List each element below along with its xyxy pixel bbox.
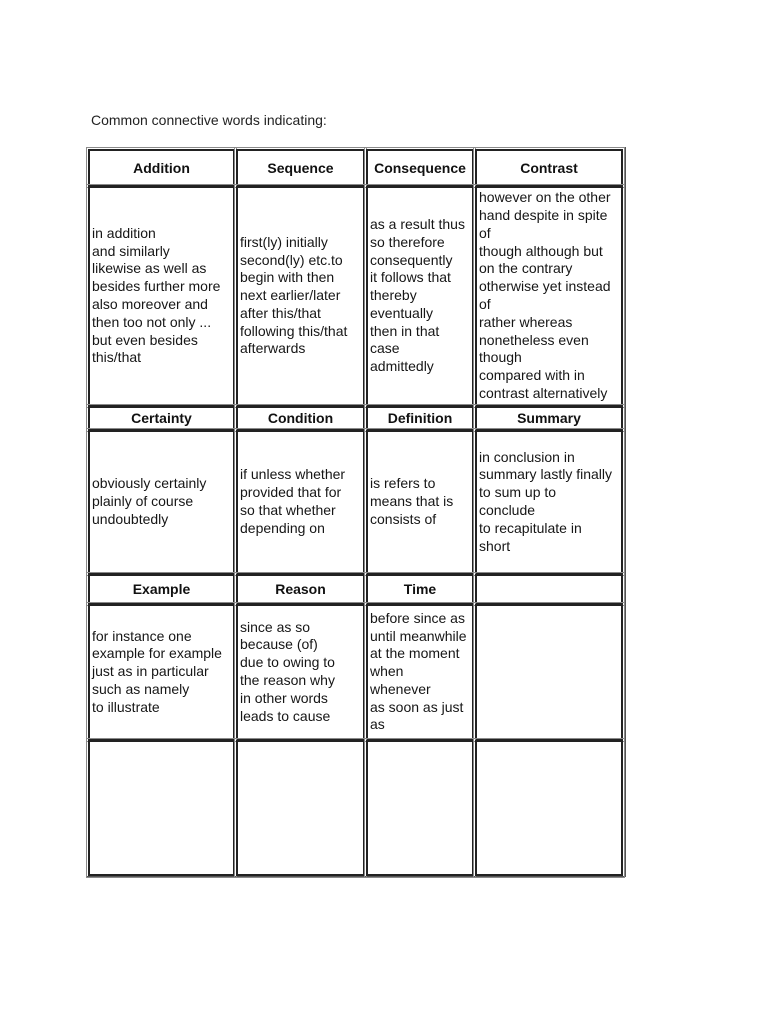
cell-line: hand despite in spite	[479, 207, 608, 224]
table-cell	[236, 430, 365, 574]
cell-line: then too not only ...	[92, 313, 212, 330]
cell-line: short	[479, 537, 511, 554]
cell-line: because (of)	[240, 636, 318, 653]
connectives-table	[86, 147, 626, 877]
cell-line: the reason why	[240, 672, 335, 688]
table-cell	[366, 186, 474, 406]
cell-line: nonetheless even	[479, 331, 589, 348]
cell-line: whenever	[370, 680, 431, 697]
cell-line: consists of	[370, 510, 437, 527]
cell-line: to illustrate	[92, 698, 160, 715]
cell-line: thereby	[370, 287, 417, 304]
cell-line: so therefore	[370, 233, 445, 250]
cell-line: to sum up to	[479, 484, 557, 501]
table-cell	[88, 186, 235, 406]
table-cell	[366, 740, 474, 876]
cell-line: undoubtedly	[92, 510, 169, 527]
cell-line: so that whether	[240, 502, 336, 518]
cell-line: since as so	[240, 618, 311, 635]
column-header: Summary	[475, 406, 623, 430]
cell-line: at the moment	[370, 645, 460, 662]
table-cell	[475, 740, 623, 876]
cell-line: consequently	[370, 251, 453, 268]
cell-line: but even besides	[92, 331, 198, 348]
cell-line: to recapitulate in	[479, 519, 582, 536]
column-header: Addition	[88, 149, 235, 186]
cell-line: besides further more	[92, 278, 221, 295]
cell-line: leads to cause	[240, 707, 331, 724]
cell-line: as soon as just	[370, 698, 464, 715]
column-header: Certainty	[88, 406, 235, 430]
cell-line: due to owing to	[240, 654, 335, 671]
column-header: Sequence	[236, 149, 365, 186]
cell-line: after this/that	[240, 304, 321, 321]
cell-line: then in that	[370, 322, 440, 339]
cell-line: also moreover and	[92, 296, 208, 312]
column-header	[475, 574, 623, 604]
cell-line: it follows that	[370, 269, 451, 286]
cell-line: rather whereas	[479, 313, 573, 330]
cell-line: when	[370, 663, 404, 680]
cell-line: eventually	[370, 304, 434, 321]
table-cell	[88, 740, 235, 876]
cell-line: on the contrary	[479, 260, 573, 277]
table-cell	[475, 186, 623, 406]
table-cell	[475, 430, 623, 574]
cell-line: depending on	[240, 519, 325, 536]
column-header: Example	[88, 574, 235, 604]
table-cell	[366, 430, 474, 574]
cell-line: compared with in	[479, 367, 585, 384]
page-title: Common connective words indicating:	[91, 112, 327, 128]
cell-line: of	[479, 224, 491, 241]
table-cell	[236, 740, 365, 876]
cell-line: in addition	[92, 224, 156, 241]
table-cell	[88, 604, 235, 740]
cell-line: for instance one	[92, 627, 192, 644]
cell-line: summary lastly finally	[479, 466, 613, 483]
cell-line: first(ly) initially	[240, 233, 328, 250]
cell-line: case	[370, 340, 400, 357]
cell-line: second(ly) etc.to	[240, 251, 343, 268]
cell-line: though	[479, 349, 522, 366]
column-header: Consequence	[366, 149, 474, 186]
cell-line: admittedly	[370, 358, 434, 375]
cell-line: before since as	[370, 609, 465, 626]
column-header: Condition	[236, 406, 365, 430]
cell-line: likewise as well as	[92, 260, 207, 277]
cell-line: this/that	[92, 349, 142, 366]
cell-line: as a result thus	[370, 215, 465, 232]
cell-line: just as in particular	[92, 663, 209, 680]
cell-line: of	[479, 296, 491, 312]
cell-line: as	[370, 716, 385, 733]
cell-line: and similarly	[92, 242, 170, 259]
cell-line: however on the other	[479, 189, 611, 206]
cell-line: next earlier/later	[240, 287, 341, 304]
cell-line: in other words	[240, 689, 328, 706]
table-cell	[236, 604, 365, 740]
table-cell	[366, 604, 474, 740]
table-cell	[236, 186, 365, 406]
cell-line: in conclusion in	[479, 448, 575, 465]
cell-line: provided that for	[240, 484, 342, 501]
cell-line: means that is	[370, 493, 454, 510]
cell-line: obviously certainly	[92, 475, 207, 492]
cell-line: afterwards	[240, 340, 306, 357]
cell-line: such as namely	[92, 680, 190, 697]
table-cell	[475, 604, 623, 740]
column-header: Time	[366, 574, 474, 604]
cell-line: conclude	[479, 502, 536, 518]
cell-line: contrast alternatively	[479, 384, 608, 401]
cell-line: though although but	[479, 242, 603, 259]
cell-line: if unless whether	[240, 466, 346, 483]
column-header: Contrast	[475, 149, 623, 186]
cell-line: otherwise yet instead	[479, 278, 611, 295]
cell-line: example for example	[92, 645, 222, 662]
table-cell	[88, 430, 235, 574]
cell-line: plainly of course	[92, 493, 194, 510]
cell-line: is refers to	[370, 475, 436, 492]
column-header: Reason	[236, 574, 365, 604]
cell-line: begin with then	[240, 269, 335, 286]
cell-line: following this/that	[240, 322, 348, 339]
column-header: Definition	[366, 406, 474, 430]
cell-line: until meanwhile	[370, 627, 467, 644]
